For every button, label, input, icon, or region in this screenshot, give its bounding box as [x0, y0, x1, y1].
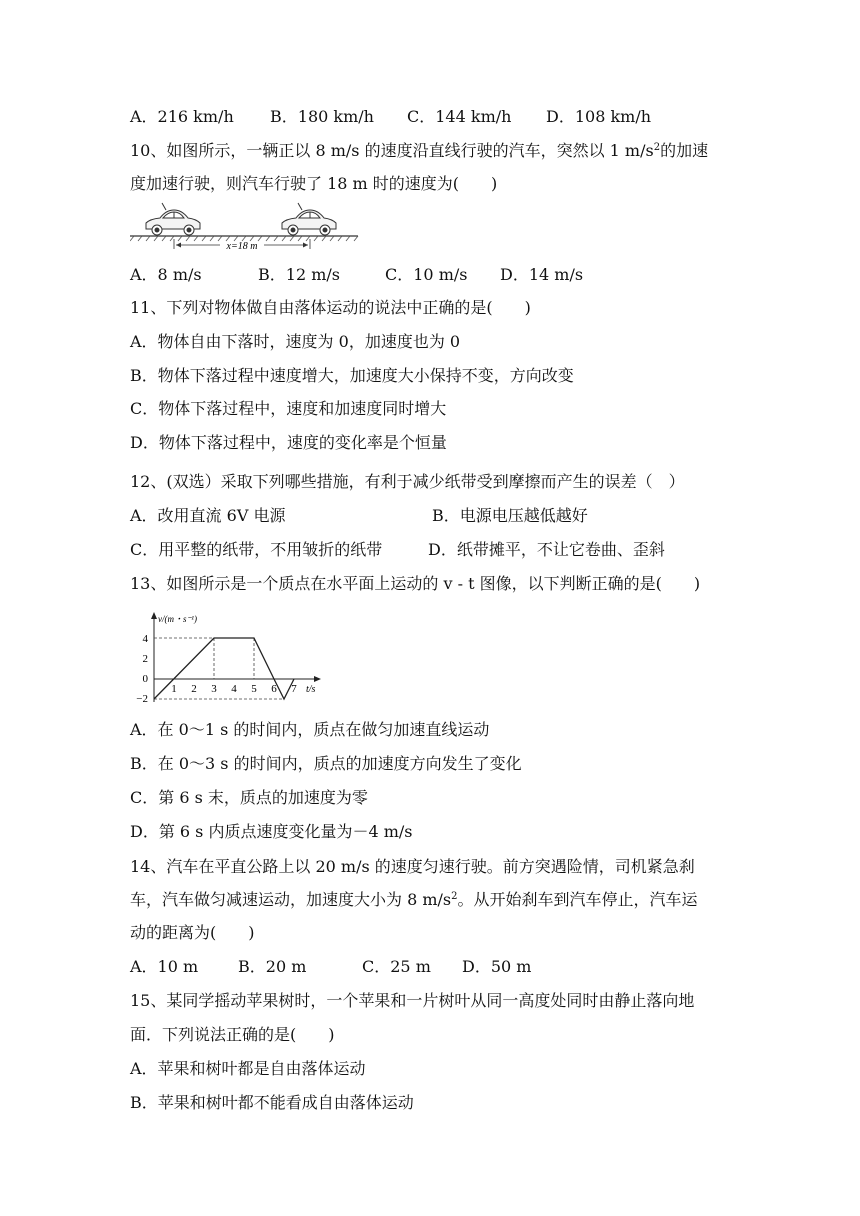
graph-ylabel: v/(m・s⁻¹): [158, 614, 197, 624]
q9-option-d: D．108 km/h: [546, 107, 652, 126]
graph-ytick: −2: [136, 693, 148, 705]
q9-option-b: B．180 km/h: [270, 107, 374, 126]
q14-stem-line1: 14、汽车在平直公路上以 20 m/s 的速度匀速行驶。前方突遇险情，司机紧急刹: [130, 857, 695, 876]
car-figure: [130, 202, 362, 256]
car-icon-2: [282, 203, 336, 235]
q13-option-d: D．第 6 s 内质点速度变化量为－4 m/s: [130, 822, 413, 841]
q14-option-b: B．20 m: [238, 957, 307, 976]
q9-option-c: C．144 km/h: [407, 107, 512, 126]
q10-option-c: C．10 m/s: [385, 265, 468, 284]
q14-option-d: D．50 m: [462, 957, 532, 976]
q15-stem-line1: 15、某同学摇动苹果树时，一个苹果和一片树叶从同一高度处同时由静止落向地: [130, 991, 695, 1010]
q9-option-a: A．216 km/h: [130, 107, 234, 126]
q13-option-b: B．在 0～3 s 的时间内，质点的加速度方向发生了变化: [130, 754, 522, 773]
distance-label: x=18 m: [226, 241, 258, 252]
q15-stem-line2: 面．下列说法正确的是( ): [130, 1025, 335, 1044]
q13-stem: 13、如图所示是一个质点在水平面上运动的 v - t 图像，以下判断正确的是( ): [130, 574, 701, 593]
q12-stem: 12、(双选）采取下列哪些措施，有利于减少纸带受到摩擦而产生的误差（ ）: [130, 472, 685, 491]
q10-option-b: B．12 m/s: [258, 265, 340, 284]
q10-stem-line2: 度加速行驶，则汽车行驶了 18 m 时的速度为( ): [130, 174, 498, 193]
q11-option-d: D．物体下落过程中，速度的变化率是个恒量: [130, 433, 447, 452]
q14-option-a: A．10 m: [130, 957, 199, 976]
q14-stem-line2: 车，汽车做匀减速运动，加速度大小为 8 $m/s^2$。从开始刹车到汽车停止，汽车运: [130, 890, 698, 909]
vt-graph: [128, 606, 328, 706]
q14-option-c: C．25 m: [362, 957, 431, 976]
q13-option-a: A．在 0～1 s 的时间内，质点在做匀加速直线运动: [130, 720, 490, 739]
q10-option-d: D．14 m/s: [500, 265, 584, 284]
q11-stem: 11、下列对物体做自由落体运动的说法中正确的是( ): [130, 298, 531, 317]
graph-xtick: 4: [231, 683, 237, 695]
q15-option-a: A．苹果和树叶都是自由落体运动: [130, 1059, 366, 1078]
q12-option-d: D．纸带摊平，不让它卷曲、歪斜: [428, 540, 665, 559]
q11-option-b: B．物体下落过程中速度增大，加速度大小保持不变，方向改变: [130, 366, 574, 385]
q15-option-b: B．苹果和树叶都不能看成自由落体运动: [130, 1093, 414, 1112]
graph-xlabel: t/s: [306, 684, 316, 695]
graph-xtick: 7: [291, 683, 297, 695]
q11-option-a: A．物体自由下落时，速度为 0，加速度也为 0: [130, 332, 461, 351]
q14-stem-line3: 动的距离为( ): [130, 923, 255, 942]
q12-option-b: B．电源电压越低越好: [432, 506, 588, 525]
graph-xtick: 1: [171, 683, 177, 695]
graph-xtick: 2: [191, 683, 197, 695]
graph-ytick: 0: [142, 673, 148, 685]
car-icon-1: [146, 203, 200, 235]
graph-ytick: 2: [142, 653, 148, 665]
q12-option-a: A．改用直流 6V 电源: [130, 506, 286, 525]
q10-option-a: A．8 m/s: [130, 265, 202, 284]
q11-option-c: C．物体下落过程中，速度和加速度同时增大: [130, 399, 447, 418]
graph-xtick: 3: [211, 683, 217, 695]
q12-option-c: C．用平整的纸带，不用皱折的纸带: [130, 540, 383, 559]
graph-xtick: 6: [271, 683, 277, 695]
q10-stem-line1: 10、如图所示，一辆正以 8 m/s 的速度沿直线行驶的汽车，突然以 1 $m/s^2$的加速: [130, 141, 709, 160]
graph-ytick: 4: [142, 633, 148, 645]
graph-xtick: 5: [251, 683, 257, 695]
q13-option-c: C．第 6 s 末，质点的加速度为零: [130, 788, 368, 807]
